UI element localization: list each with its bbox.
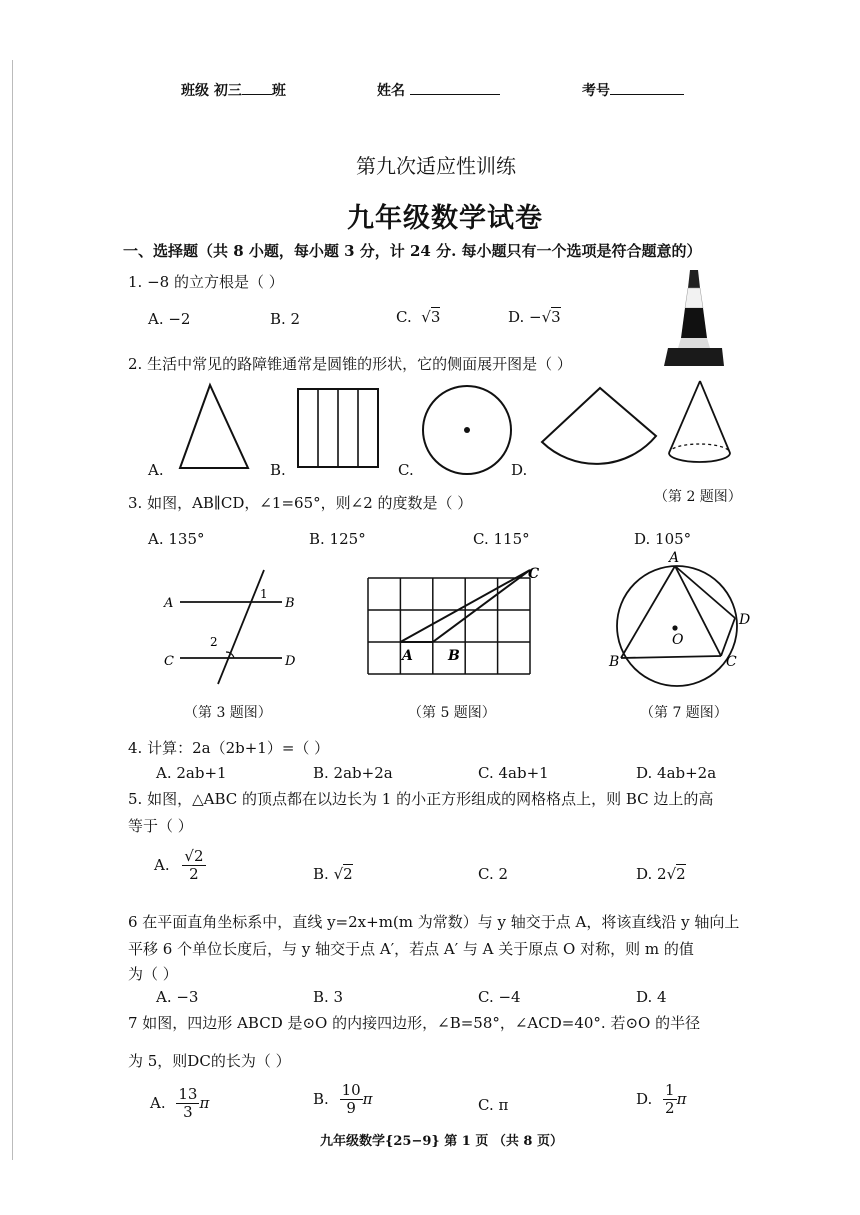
q5-stem-line1: 5. 如图，△ABC 的顶点都在以边长为 1 的小正方形组成的网格格点上，则 BC 边上的高 bbox=[128, 790, 714, 808]
q3-option-a: A. 135° bbox=[148, 530, 205, 548]
q5-figure-caption: （第 5 题图） bbox=[408, 705, 496, 721]
exam-no-blank[interactable] bbox=[610, 94, 684, 95]
name-field bbox=[377, 80, 500, 100]
q7-label-o: O bbox=[672, 632, 684, 648]
q5-option-d: D. 2√2 bbox=[636, 865, 686, 883]
section-heading: 一、选择题（共 8 小题，每小题 3 分，计 24 分. 每小题只有一个选项是符合题意的） bbox=[123, 242, 702, 260]
q7-label-b: B bbox=[609, 654, 620, 670]
q2-figure-caption: （第 2 题图） bbox=[654, 489, 742, 505]
q3-figure-caption: （第 3 题图） bbox=[184, 705, 272, 721]
class-blank[interactable] bbox=[242, 94, 272, 95]
q2-option-b-rectangle bbox=[296, 387, 386, 472]
q6-option-d: D. 4 bbox=[636, 988, 667, 1006]
q5-stem-line2: 等于（ ） bbox=[128, 817, 193, 835]
q7-stem-line1: 7 如图，四边形 ABCD 是⊙O 的内接四边形，∠B=58°，∠ACD=40°. 若⊙O 的半径 bbox=[128, 1014, 701, 1032]
q2-stem: 2. 生活中常见的路障锥通常是圆锥的形状，它的侧面展开图是（ ） bbox=[128, 355, 572, 373]
q5-label-b: B bbox=[448, 648, 460, 664]
q6-stem-line1: 6 在平面直角坐标系中，直线 y=2x+m(m 为常数）与 y 轴交于点 A，将该直线沿 y 轴向上 bbox=[128, 913, 740, 931]
q3-angle-1: 1 bbox=[260, 587, 268, 601]
q2-label-a: A. bbox=[148, 461, 164, 479]
q1-option-b: B. 2 bbox=[270, 310, 301, 328]
exam-no-field bbox=[582, 80, 684, 100]
traffic-cone-image bbox=[660, 266, 730, 376]
class-field bbox=[181, 80, 286, 100]
q3-label-b: B bbox=[285, 596, 295, 611]
q7-option-a: A. $\frac{13}{3}$ π bbox=[150, 1085, 210, 1122]
q3-angle-2: 2 bbox=[210, 635, 218, 649]
q1-stem: 1. −8 的立方根是（ ） bbox=[128, 273, 284, 291]
exam-subtitle: 第九次适应性训练 bbox=[356, 154, 516, 178]
q7-label-a: A bbox=[669, 550, 680, 566]
q6-stem-line2: 平移 6 个单位长度后，与 y 轴交于点 A′，若点 A′ 与 A 关于原点 O 对称，则 m 的值 bbox=[128, 940, 694, 958]
q7-figure-caption: （第 7 题图） bbox=[640, 705, 728, 721]
q1-option-a: A. −2 bbox=[148, 310, 191, 328]
q5-option-a: A. $\frac{√2}{2}$ bbox=[154, 847, 204, 884]
name-label: 姓名 bbox=[377, 83, 405, 99]
q6-option-b: B. 3 bbox=[313, 988, 344, 1006]
q3-option-c: C. 115° bbox=[473, 530, 530, 548]
q5-option-b: B. √2 bbox=[313, 865, 353, 883]
q4-option-b: B. 2ab+2a bbox=[313, 764, 393, 782]
q2-label-d: D. bbox=[511, 461, 528, 479]
q3-label-d: D bbox=[285, 654, 296, 669]
q7-label-d: D bbox=[739, 612, 751, 628]
q6-option-c: C. −4 bbox=[478, 988, 521, 1006]
q1-option-c: C. √3 bbox=[396, 308, 441, 326]
q3-option-b: B. 125° bbox=[309, 530, 366, 548]
q1-option-d: D. −√3 bbox=[508, 308, 561, 326]
q4-option-d: D. 4ab+2a bbox=[636, 764, 717, 782]
q2-label-b: B. bbox=[270, 461, 286, 479]
class-label: 班级 初三 bbox=[181, 83, 242, 99]
q3-stem: 3. 如图，AB∥CD，∠1=65°，则∠2 的度数是（ ） bbox=[128, 494, 473, 512]
page-footer: 九年级数学{25−9} 第 1 页 （共 8 页） bbox=[320, 1134, 563, 1149]
name-blank[interactable] bbox=[410, 94, 500, 95]
q7-circle-figure bbox=[605, 550, 765, 700]
q2-label-c: C. bbox=[398, 461, 414, 479]
q6-option-a: A. −3 bbox=[156, 988, 199, 1006]
class-suffix: 班 bbox=[271, 83, 286, 99]
q4-stem: 4. 计算：2a（2b+1）=（ ） bbox=[128, 739, 330, 757]
page-edge-rule bbox=[12, 60, 13, 1160]
q4-option-a: A. 2ab+1 bbox=[156, 764, 227, 782]
q2-option-c-circle bbox=[420, 383, 520, 478]
exam-title: 九年级数学试卷 bbox=[347, 203, 543, 234]
q2-option-d-sector bbox=[540, 380, 660, 470]
q7-stem-line2: 为 5，则DC的长为（ ） bbox=[128, 1052, 291, 1070]
q3-option-d: D. 105° bbox=[634, 530, 692, 548]
q3-parallel-lines-figure bbox=[160, 568, 310, 688]
q3-label-a: A bbox=[164, 596, 174, 611]
q3-label-c: C bbox=[164, 654, 174, 669]
q5-grid-figure bbox=[362, 560, 552, 690]
q7-option-c: C. π bbox=[478, 1096, 509, 1114]
q7-option-b: B. $\frac{10}{9}$ π bbox=[313, 1081, 373, 1118]
q2-option-a-triangle bbox=[148, 382, 258, 477]
exam-no-label: 考号 bbox=[582, 83, 610, 99]
q5-label-c: C bbox=[528, 566, 540, 582]
q4-option-c: C. 4ab+1 bbox=[478, 764, 549, 782]
q6-stem-line3: 为（ ） bbox=[128, 965, 178, 983]
q2-cone-figure bbox=[664, 378, 734, 473]
q7-option-d: D. $\frac{1}{2}$ π bbox=[636, 1081, 687, 1118]
q5-option-c: C. 2 bbox=[478, 865, 509, 883]
q5-label-a: A bbox=[402, 648, 413, 664]
q7-label-c: C bbox=[726, 654, 737, 670]
